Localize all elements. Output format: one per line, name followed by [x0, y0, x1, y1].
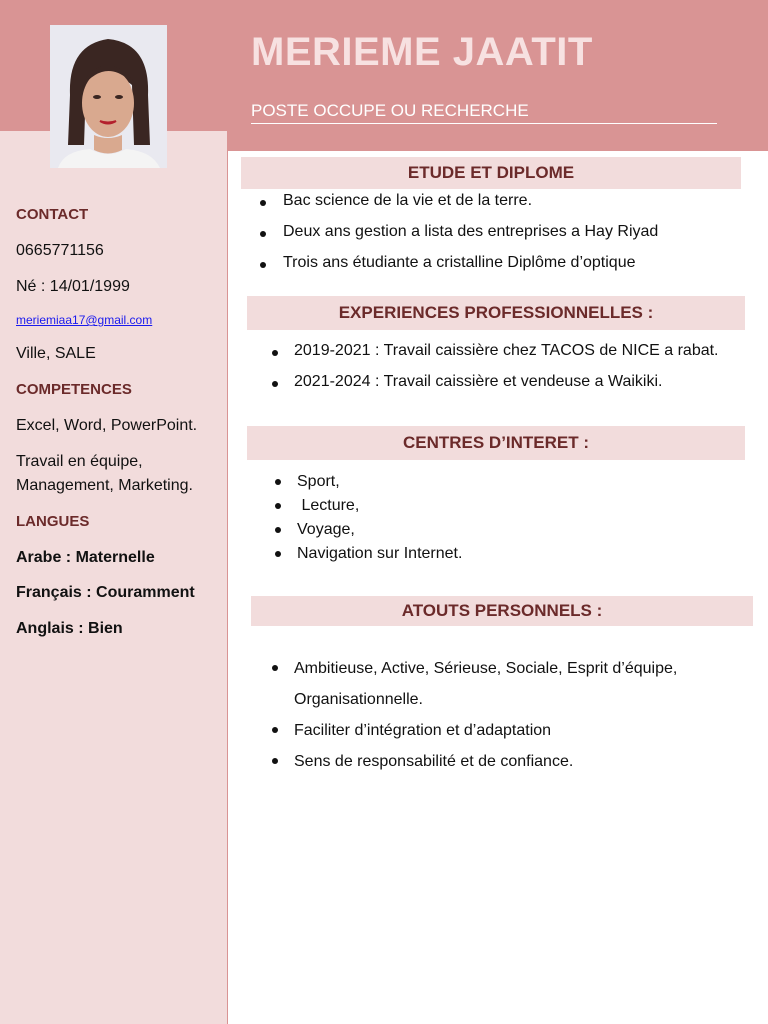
email-link[interactable]: meriemiaa17@gmail.com — [16, 313, 153, 327]
strength-line-2: Organisationnelle. — [294, 691, 423, 708]
header-band-extension — [228, 131, 768, 151]
education-section-title: ETUDE ET DIPLOME — [241, 157, 741, 189]
birth-date: Né : 14/01/1999 — [16, 278, 130, 295]
candidate-name: MERIEME JAATIT — [251, 30, 593, 74]
education-list — [258, 192, 658, 285]
phone-number: 0665771156 — [16, 242, 104, 259]
skills-heading: COMPETENCES — [16, 381, 132, 398]
list-item — [270, 653, 677, 715]
list-item: Lecture, — [273, 497, 462, 521]
language-item: Français : Couramment — [16, 584, 195, 601]
language-item: Arabe : Maternelle — [16, 549, 155, 566]
portrait-icon — [50, 25, 167, 168]
list-item: Voyage, — [273, 521, 462, 545]
languages-heading: LANGUES — [16, 513, 90, 530]
skills-soft-line1: Travail en équipe, — [16, 453, 143, 470]
contact-heading: CONTACT — [16, 206, 89, 223]
list-item: 2021-2024 : Travail caissière et vendeuse a Waikiki. — [270, 373, 719, 404]
list-item: Navigation sur Internet. — [273, 545, 462, 569]
city: Ville, SALE — [16, 345, 96, 362]
strengths-section-title: ATOUTS PERSONNELS : — [251, 596, 753, 626]
skills-soft-line2: Management, Marketing. — [16, 477, 193, 494]
experience-section-title: EXPERIENCES PROFESSIONNELLES : — [247, 296, 745, 330]
strengths-list — [270, 653, 677, 777]
interests-section-title: CENTRES D’INTERET : — [247, 426, 745, 460]
experience-list — [270, 342, 719, 404]
job-title: POSTE OCCUPE OU RECHERCHE — [251, 101, 717, 124]
list-item: Faciliter d’intégration et d’adaptation — [270, 715, 677, 746]
list-item: Deux ans gestion a lista des entreprises a Hay Riyad — [258, 223, 658, 254]
list-item: Bac science de la vie et de la terre. — [258, 192, 658, 223]
strength-line-1: Ambitieuse, Active, Sérieuse, Sociale, Esprit d’équipe, — [294, 660, 678, 677]
sidebar — [0, 131, 228, 1024]
list-item: Sens de responsabilité et de confiance. — [270, 746, 677, 777]
list-item: Trois ans étudiante a cristalline Diplôme d’optique — [258, 254, 658, 285]
list-item: 2019-2021 : Travail caissière chez TACOS de NICE a rabat. — [270, 342, 719, 373]
skills-software: Excel, Word, PowerPoint. — [16, 417, 198, 434]
list-item: Sport, — [273, 473, 462, 497]
language-item: Anglais : Bien — [16, 620, 123, 637]
interests-list — [273, 473, 462, 569]
profile-photo — [50, 25, 167, 168]
